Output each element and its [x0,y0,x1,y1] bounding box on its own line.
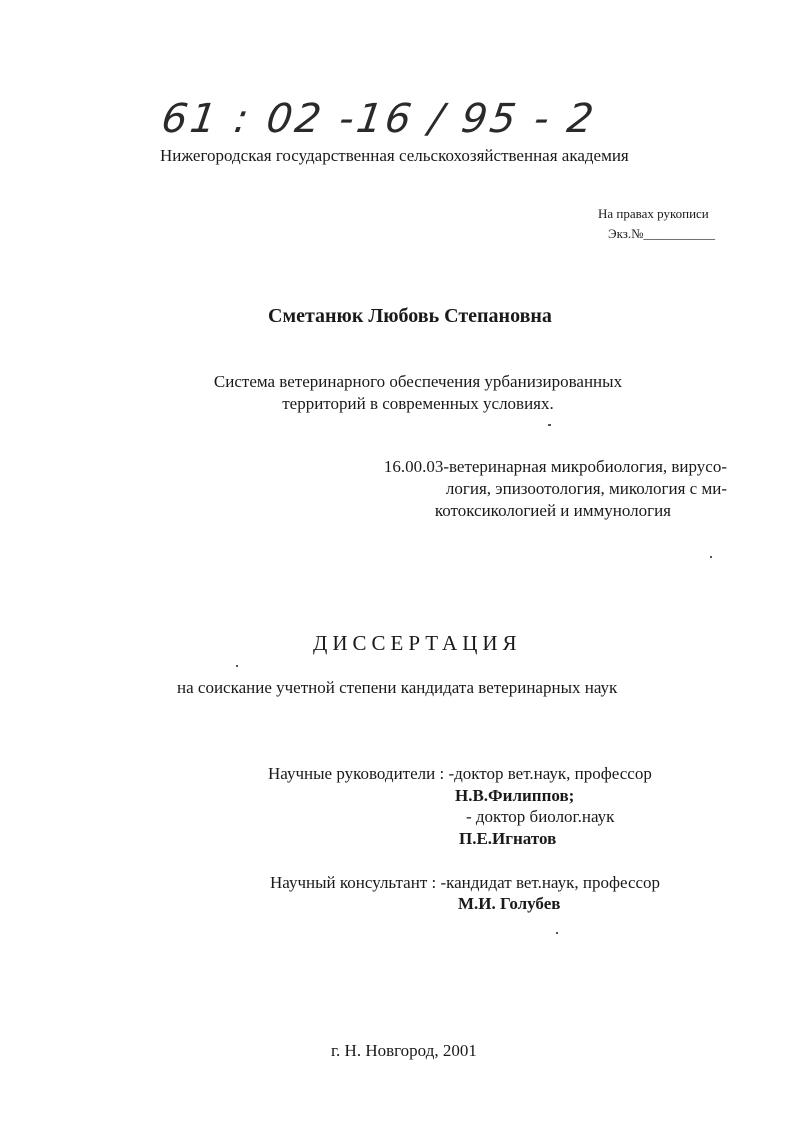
scan-speck [236,665,238,667]
institution-name: Нижегородская государственная сельскохозяйственная академия [160,146,629,165]
supervisor-2-role: - доктор биолог.наук [466,807,615,826]
copy-number-line: Экз.№___________ [608,226,716,241]
consultant-label: Научный консультант : -кандидат вет.наук, профессор [270,873,661,892]
manuscript-rights-note: На правах рукописи [598,206,709,221]
specialty-line-1: 16.00.03-ветеринарная микробиология, вирусо- [383,457,727,476]
specialty-line-2: логия, эпизоотология, микология с ми- [445,479,727,498]
supervisors-label: Научные руководители : -доктор вет.наук, профессор [268,764,652,783]
degree-statement: на соискание учетной степени кандидата ветеринарных наук [177,678,618,697]
author-name: Сметанюк Любовь Степановна [268,305,552,327]
consultant-name: М.И. Голубев [458,894,561,913]
thesis-title-line-1: Система ветеринарного обеспечения урбанизированных [213,372,623,391]
place-and-year: г. Н. Новгород, 2001 [331,1041,477,1060]
document-type-heading: ДИССЕРТАЦИЯ [313,631,522,655]
supervisor-2-name: П.Е.Игнатов [459,829,557,848]
specialty-line-3: котоксикологией и иммунология [434,501,671,520]
thesis-title-line-2: территорий в современных условиях. [282,394,554,413]
scan-speck [710,556,712,558]
handwritten-archive-code: 61 : 02 -16 / 95 - 2 [158,96,600,142]
scan-speck [548,424,551,426]
scan-speck [556,932,558,934]
supervisor-1-name: Н.В.Филиппов; [455,786,575,805]
